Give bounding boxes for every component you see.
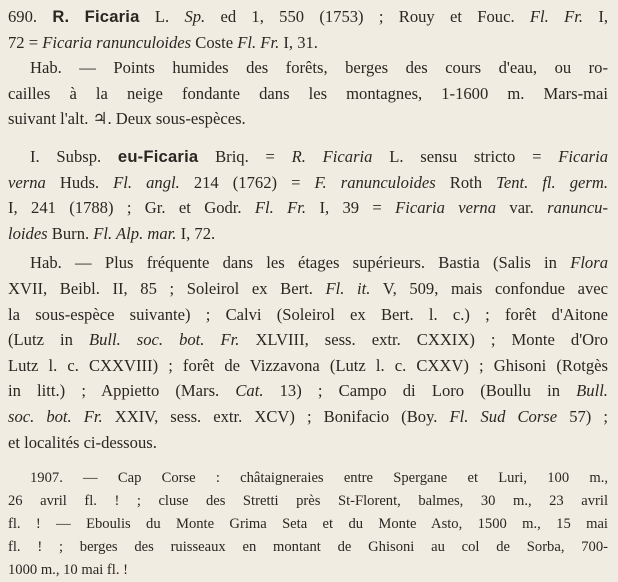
subspecies-heading-line-4: loides Burn. Fl. Alp. mar. I, 72. bbox=[8, 223, 216, 243]
species-name: Ficaria bbox=[84, 7, 140, 26]
subspecies-heading-line-3: I, 241 (1788) ; Gr. et Godr. Fl. Fr. I, 39 = Ficaria verna var. ranuncu- bbox=[8, 198, 608, 218]
species-synonym: Ficaria ranunculoides bbox=[42, 32, 192, 52]
observation-line-5: 1000 m., 10 mai fl. ! bbox=[8, 562, 128, 579]
subspecies-habitat-line-2: XVII, Beibl. II, 85 ; Soleirol ex Bert. Fl. it. V, 509, mais confondue avec bbox=[8, 278, 608, 298]
subspecies-habitat-line-7: soc. bot. Fr. XXIV, sess. extr. XCV) ; Bonifacio (Boy. Fl. Sud Corse 57) ; bbox=[8, 406, 608, 426]
species-habitat-line-3: suivant l'alt. ♃. Deux sous-espèces. bbox=[8, 109, 246, 129]
species-heading-line-1: 690. R. Ficaria L. Sp. ed 1, 550 (1753) ; Rouy et Fouc. Fl. Fr. I, bbox=[8, 7, 608, 26]
subspecies-heading-line-2: verna Huds. Fl. angl. 214 (1762) = F. ranunculoides Roth Tent. fl. germ. bbox=[8, 172, 608, 192]
subspecies-habitat-line-3: la sous-espèce suivante) ; Calvi (Soleirol ex Bert. l. c.) ; forêt d'Aitone bbox=[8, 304, 608, 324]
species-heading-line-2: 72 = Ficaria ranunculoides Coste Fl. Fr. I, 31. bbox=[8, 32, 318, 52]
species-genus: R. bbox=[52, 7, 70, 26]
subspecies-heading-line-1: I. Subsp. eu-Ficaria Briq. = R. Ficaria L. sensu stricto = Ficaria bbox=[30, 146, 608, 166]
observation-line-3: fl. ! — Eboulis du Monte Grima Seta et du Monte Asto, 1500 m., 15 mai bbox=[8, 516, 608, 533]
species-habitat-line-2: cailles à la neige fondante dans les montagnes, 1-1600 m. Mars-mai bbox=[8, 83, 608, 103]
observation-line-2: 26 avril fl. ! ; cluse des Stretti près St-Florent, balmes, 30 m., 23 avril bbox=[8, 493, 608, 510]
subspecies-habitat-line-4: (Lutz in Bull. soc. bot. Fr. XLVIII, sess. extr. CXXIX) ; Monte d'Oro bbox=[8, 330, 608, 350]
species-habitat-line-1: Hab. — Points humides des forêts, berges des cours d'eau, ou ro- bbox=[30, 58, 608, 78]
subspecies-name: eu-Ficaria bbox=[117, 146, 199, 166]
subspecies-habitat-line-8: et localités ci-dessous. bbox=[8, 432, 157, 452]
subspecies-habitat-line-5: Lutz l. c. CXXVIII) ; forêt de Vizzavona (Lutz l. c. CXXV) ; Ghisoni (Rotgès bbox=[8, 355, 608, 375]
subspecies-habitat-line-6: in litt.) ; Appietto (Mars. Cat. 13) ; Campo di Loro (Boullu in Bull. bbox=[8, 381, 608, 401]
observation-line-4: fl. ! ; berges des ruisseaux en montant de Ghisoni au col de Sorba, 700- bbox=[8, 539, 608, 556]
species-number: 690. bbox=[8, 7, 38, 26]
observation-line-1: 1907. — Cap Corse : châtaigneraies entre Spergane et Luri, 100 m., bbox=[30, 470, 608, 487]
subspecies-habitat-line-1: Hab. — Plus fréquente dans les étages supérieurs. Bastia (Salis in Flora bbox=[30, 253, 608, 273]
